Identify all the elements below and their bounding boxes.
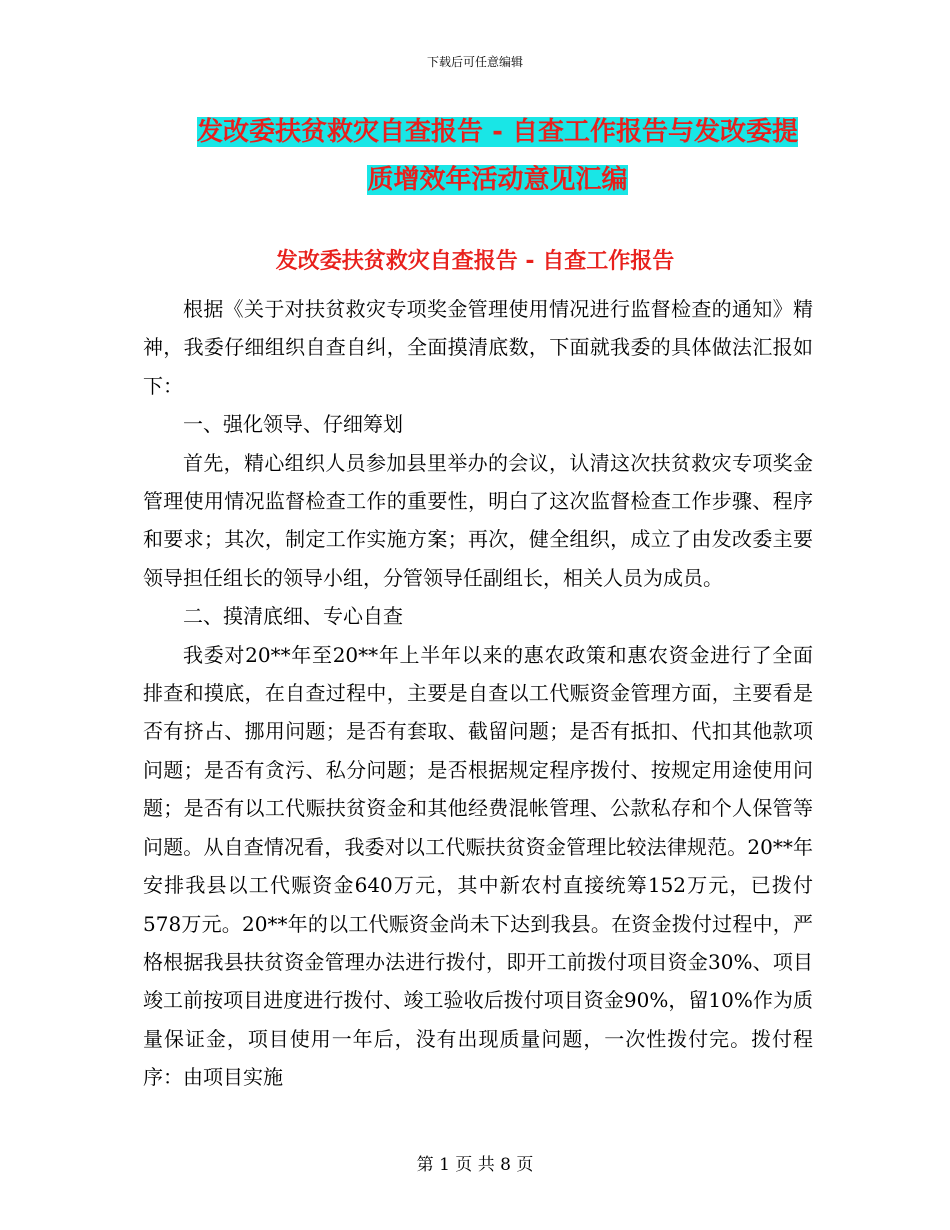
page-number: 第 1 页 共 8 页 — [416, 1155, 534, 1175]
paragraph-intro: 根据《关于对扶贫救灾专项奖金管理使用情况进行监督检查的通知》精神，我委仔细组织自查自纠，全面摸清底数，下面就我委的具体做法汇报如下： — [143, 297, 813, 398]
page-header-note: 下载后可任意编辑 — [426, 55, 523, 69]
section-title: 发改委扶贫救灾自查报告 - 自查工作报告 — [275, 249, 675, 274]
paragraph-leadership: 首先，精心组织人员参加县里举办的会议，认清这次扶贫救灾专项奖金管理使用情况监督检查工作的重要性，明白了这次监督检查工作步骤、程序和要求；其次，制定工作实施方案；再次，健全组织，成立了由发改委主要领导担任组长的领导小组，分管领导任副组长，相关人员为成员。 — [143, 450, 813, 590]
heading-one: 一、强化领导、仔细筹划 — [183, 412, 403, 437]
heading-two: 二、摸清底细、专心自查 — [183, 604, 403, 629]
document-title — [140, 108, 855, 204]
paragraph-self-check: 我委对20**年至20**年上半年以来的惠农政策和惠农资金进行了全面排查和摸底，在自查过程中，主要是自查以工代赈资金管理方面，主要看是否有挤占、挪用问题；是否有套取、截留问题；是否有抵扣、代扣其他款项问题；是否有贪污、私分问题；是否根据规定程序拨付、按规定用途使用问题；是否有以工代赈扶贫资金和其他经费混帐管理、公款私存和个人保管等问题。从自查情况看，我委对以工代赈扶贫资金管理比较法律规范。20**年安排我县以工代赈资金640万元，其中新农村直接统筹152万元，已拨付578万元。20**年的以工代赈资金尚未下达到我县。在资金拨付过程中，严格根据我县扶贫资金管理办法进行拨付，即开工前拨付项目资金30%、项目竣工前按项目进度进行拨付、竣工验收后拨付项目资金90%，留10%作为质量保证金，项目使用一年后，没有出现质量问题，一次性拨付完。拨付程序：由项目实施 — [143, 642, 813, 1090]
document-body — [143, 290, 813, 1097]
document-title-line-1: 发改委扶贫救灾自查报告 - 自查工作报告与发改委提 — [197, 117, 798, 147]
document-title-line-2: 质增效年活动意见汇编 — [367, 165, 628, 195]
